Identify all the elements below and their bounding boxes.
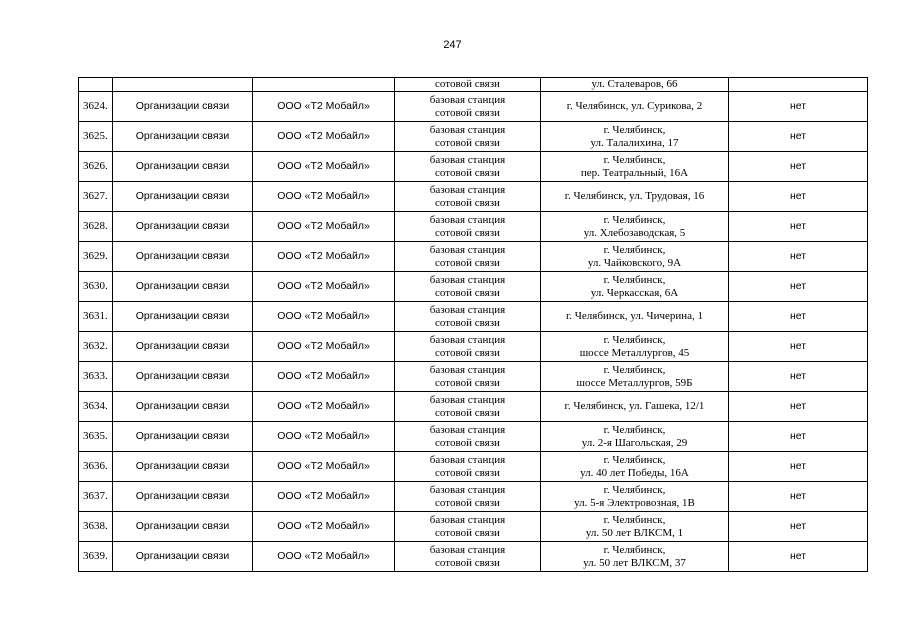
table-row	[79, 272, 868, 302]
object-type-line-2: сотовой связи	[435, 196, 500, 209]
row-category: Организации связи	[113, 542, 253, 572]
row-number: 3627.	[79, 182, 113, 212]
object-type-line-1: базовая станция	[429, 123, 506, 136]
object-type-line-1: базовая станция	[429, 243, 506, 256]
row-object-type	[395, 392, 541, 422]
row-address	[541, 332, 729, 362]
table-row	[79, 92, 868, 122]
row-value: нет	[729, 392, 868, 422]
row-address	[541, 152, 729, 182]
row-number: 3630.	[79, 272, 113, 302]
row-address	[541, 302, 729, 332]
row-category: Организации связи	[113, 92, 253, 122]
row-organization: ООО «Т2 Мобайл»	[253, 332, 395, 362]
object-type-line-2: сотовой связи	[435, 346, 500, 359]
row-object-type	[395, 212, 541, 242]
cell-org	[253, 78, 395, 92]
row-organization: ООО «Т2 Мобайл»	[253, 542, 395, 572]
row-object-type	[395, 152, 541, 182]
address-line-2: ул. 50 лет ВЛКСМ, 1	[585, 526, 684, 539]
address-line-1: г. Челябинск, ул. Гашека, 12/1	[564, 400, 705, 412]
table-row	[79, 122, 868, 152]
row-category: Организации связи	[113, 302, 253, 332]
table-row	[79, 332, 868, 362]
row-number: 3636.	[79, 452, 113, 482]
object-type-line-1: базовая станция	[429, 213, 506, 226]
table-row	[79, 182, 868, 212]
object-type-line-2: сотовой связи	[435, 226, 500, 239]
row-number: 3624.	[79, 92, 113, 122]
row-object-type	[395, 92, 541, 122]
object-type-line-1: базовая станция	[429, 93, 506, 106]
row-object-type	[395, 182, 541, 212]
row-organization: ООО «Т2 Мобайл»	[253, 212, 395, 242]
row-object-type	[395, 332, 541, 362]
object-type-line-2: сотовой связи	[435, 526, 500, 539]
row-value: нет	[729, 182, 868, 212]
row-number: 3625.	[79, 122, 113, 152]
row-object-type	[395, 242, 541, 272]
address-line-2: шоссе Металлургов, 45	[579, 346, 690, 359]
row-category: Организации связи	[113, 332, 253, 362]
table-row	[79, 362, 868, 392]
address-line-1: г. Челябинск,	[603, 153, 666, 166]
object-type-line-1: базовая станция	[429, 273, 506, 286]
address-line-1: г. Челябинск,	[603, 213, 666, 226]
row-object-type	[395, 422, 541, 452]
row-value: нет	[729, 542, 868, 572]
row-number: 3637.	[79, 482, 113, 512]
page-number: 247	[443, 39, 462, 51]
row-value: нет	[729, 422, 868, 452]
row-category: Организации связи	[113, 212, 253, 242]
row-organization: ООО «Т2 Мобайл»	[253, 482, 395, 512]
table-row	[79, 152, 868, 182]
row-object-type	[395, 482, 541, 512]
address-line-1: г. Челябинск,	[603, 423, 666, 436]
row-organization: ООО «Т2 Мобайл»	[253, 392, 395, 422]
object-type-line-1: базовая станция	[429, 303, 506, 316]
row-organization: ООО «Т2 Мобайл»	[253, 182, 395, 212]
row-number: 3633.	[79, 362, 113, 392]
row-number: 3639.	[79, 542, 113, 572]
row-value: нет	[729, 212, 868, 242]
table-row	[79, 422, 868, 452]
row-address	[541, 122, 729, 152]
address-line-2: ул. 50 лет ВЛКСМ, 37	[583, 556, 686, 569]
row-organization: ООО «Т2 Мобайл»	[253, 512, 395, 542]
address-line-1: г. Челябинск,	[603, 453, 666, 466]
object-type-line-1: базовая станция	[429, 333, 506, 346]
row-number: 3638.	[79, 512, 113, 542]
object-type-line-1: базовая станция	[429, 153, 506, 166]
row-organization: ООО «Т2 Мобайл»	[253, 452, 395, 482]
row-category: Организации связи	[113, 242, 253, 272]
row-category: Организации связи	[113, 182, 253, 212]
row-address	[541, 542, 729, 572]
row-organization: ООО «Т2 Мобайл»	[253, 302, 395, 332]
object-type-line-2: сотовой связи	[435, 376, 500, 389]
address-line-2: шоссе Металлургов, 59Б	[576, 376, 693, 389]
cell-value	[729, 78, 868, 92]
row-number: 3634.	[79, 392, 113, 422]
object-type-line-1: базовая станция	[429, 393, 506, 406]
address-line-1: г. Челябинск, ул. Трудовая, 16	[564, 190, 705, 202]
cell-num	[79, 78, 113, 92]
row-category: Организации связи	[113, 422, 253, 452]
row-value: нет	[729, 92, 868, 122]
row-category: Организации связи	[113, 512, 253, 542]
object-type-line-2: сотовой связи	[435, 256, 500, 269]
table-row	[79, 542, 868, 572]
row-category: Организации связи	[113, 122, 253, 152]
row-address	[541, 422, 729, 452]
cell-address: ул. Сталеваров, 66	[541, 78, 729, 92]
row-number: 3626.	[79, 152, 113, 182]
table-row	[79, 452, 868, 482]
row-value: нет	[729, 332, 868, 362]
row-organization: ООО «Т2 Мобайл»	[253, 242, 395, 272]
row-address	[541, 362, 729, 392]
object-type-line-1: базовая станция	[429, 183, 506, 196]
object-type-line-1: базовая станция	[429, 483, 506, 496]
object-type-line-2: сотовой связи	[435, 136, 500, 149]
object-type-line-2: сотовой связи	[435, 166, 500, 179]
row-organization: ООО «Т2 Мобайл»	[253, 92, 395, 122]
row-object-type	[395, 272, 541, 302]
table-row	[79, 512, 868, 542]
row-address	[541, 92, 729, 122]
table-row	[79, 482, 868, 512]
object-type-line-1: базовая станция	[429, 453, 506, 466]
address-line-1: г. Челябинск,	[603, 543, 666, 556]
row-category: Организации связи	[113, 452, 253, 482]
object-type-line-1: базовая станция	[429, 513, 506, 526]
row-number: 3632.	[79, 332, 113, 362]
row-object-type	[395, 452, 541, 482]
row-category: Организации связи	[113, 152, 253, 182]
object-type-line-2: сотовой связи	[435, 556, 500, 569]
row-address	[541, 212, 729, 242]
address-line-2: ул. Черкасская, 6А	[590, 286, 679, 299]
address-line-2: ул. Хлебозаводская, 5	[583, 226, 686, 239]
address-line-1: г. Челябинск,	[603, 513, 666, 526]
row-value: нет	[729, 122, 868, 152]
row-value: нет	[729, 482, 868, 512]
row-address	[541, 392, 729, 422]
address-line-1: г. Челябинск, ул. Чичерина, 1	[565, 310, 704, 322]
row-category: Организации связи	[113, 392, 253, 422]
row-address	[541, 182, 729, 212]
row-value: нет	[729, 302, 868, 332]
address-line-2: пер. Театральный, 16А	[580, 166, 689, 179]
row-object-type	[395, 512, 541, 542]
object-type-line-1: базовая станция	[429, 543, 506, 556]
row-number: 3629.	[79, 242, 113, 272]
cell-category	[113, 78, 253, 92]
object-type-line-2: сотовой связи	[435, 406, 500, 419]
row-object-type	[395, 542, 541, 572]
row-object-type	[395, 122, 541, 152]
object-type-line-2: сотовой связи	[435, 316, 500, 329]
row-category: Организации связи	[113, 362, 253, 392]
address-line-1: г. Челябинск,	[603, 333, 666, 346]
address-line-1: г. Челябинск,	[603, 483, 666, 496]
address-line-2: ул. Чайковского, 9А	[587, 256, 682, 269]
address-line-1: г. Челябинск,	[603, 363, 666, 376]
row-value: нет	[729, 452, 868, 482]
row-object-type	[395, 362, 541, 392]
table-row	[79, 302, 868, 332]
row-address	[541, 482, 729, 512]
row-number: 3628.	[79, 212, 113, 242]
row-value: нет	[729, 272, 868, 302]
continuation-row	[79, 78, 868, 92]
row-category: Организации связи	[113, 272, 253, 302]
table-body	[79, 78, 868, 572]
address-line-1: г. Челябинск,	[603, 243, 666, 256]
address-line-2: ул. Талалихина, 17	[590, 136, 679, 149]
row-address	[541, 272, 729, 302]
row-address	[541, 512, 729, 542]
row-value: нет	[729, 362, 868, 392]
row-organization: ООО «Т2 Мобайл»	[253, 152, 395, 182]
table-row	[79, 242, 868, 272]
row-object-type	[395, 302, 541, 332]
object-type-line-2: сотовой связи	[435, 436, 500, 449]
table-row	[79, 392, 868, 422]
row-number: 3635.	[79, 422, 113, 452]
table-row	[79, 212, 868, 242]
row-organization: ООО «Т2 Мобайл»	[253, 272, 395, 302]
object-type-line-1: базовая станция	[429, 363, 506, 376]
row-category: Организации связи	[113, 482, 253, 512]
object-type-line-2: сотовой связи	[435, 286, 500, 299]
row-address	[541, 452, 729, 482]
object-type-line-1: базовая станция	[429, 423, 506, 436]
object-type-line-2: сотовой связи	[435, 466, 500, 479]
address-line-2: ул. 40 лет Победы, 16А	[580, 466, 689, 479]
row-organization: ООО «Т2 Мобайл»	[253, 362, 395, 392]
address-line-1: г. Челябинск,	[603, 123, 666, 136]
object-type-line-2: сотовой связи	[435, 496, 500, 509]
address-line-2: ул. 2-я Шагольская, 29	[581, 436, 688, 449]
row-address	[541, 242, 729, 272]
registry-table	[78, 77, 868, 572]
row-number: 3631.	[79, 302, 113, 332]
row-value: нет	[729, 512, 868, 542]
cell-type: сотовой связи	[395, 78, 541, 92]
address-line-2: ул. 5-я Электровозная, 1В	[574, 496, 695, 509]
row-organization: ООО «Т2 Мобайл»	[253, 422, 395, 452]
object-type-line-2: сотовой связи	[435, 106, 500, 119]
row-value: нет	[729, 242, 868, 272]
row-organization: ООО «Т2 Мобайл»	[253, 122, 395, 152]
row-value: нет	[729, 152, 868, 182]
address-line-1: г. Челябинск, ул. Сурикова, 2	[566, 100, 703, 112]
address-line-1: г. Челябинск,	[603, 273, 666, 286]
